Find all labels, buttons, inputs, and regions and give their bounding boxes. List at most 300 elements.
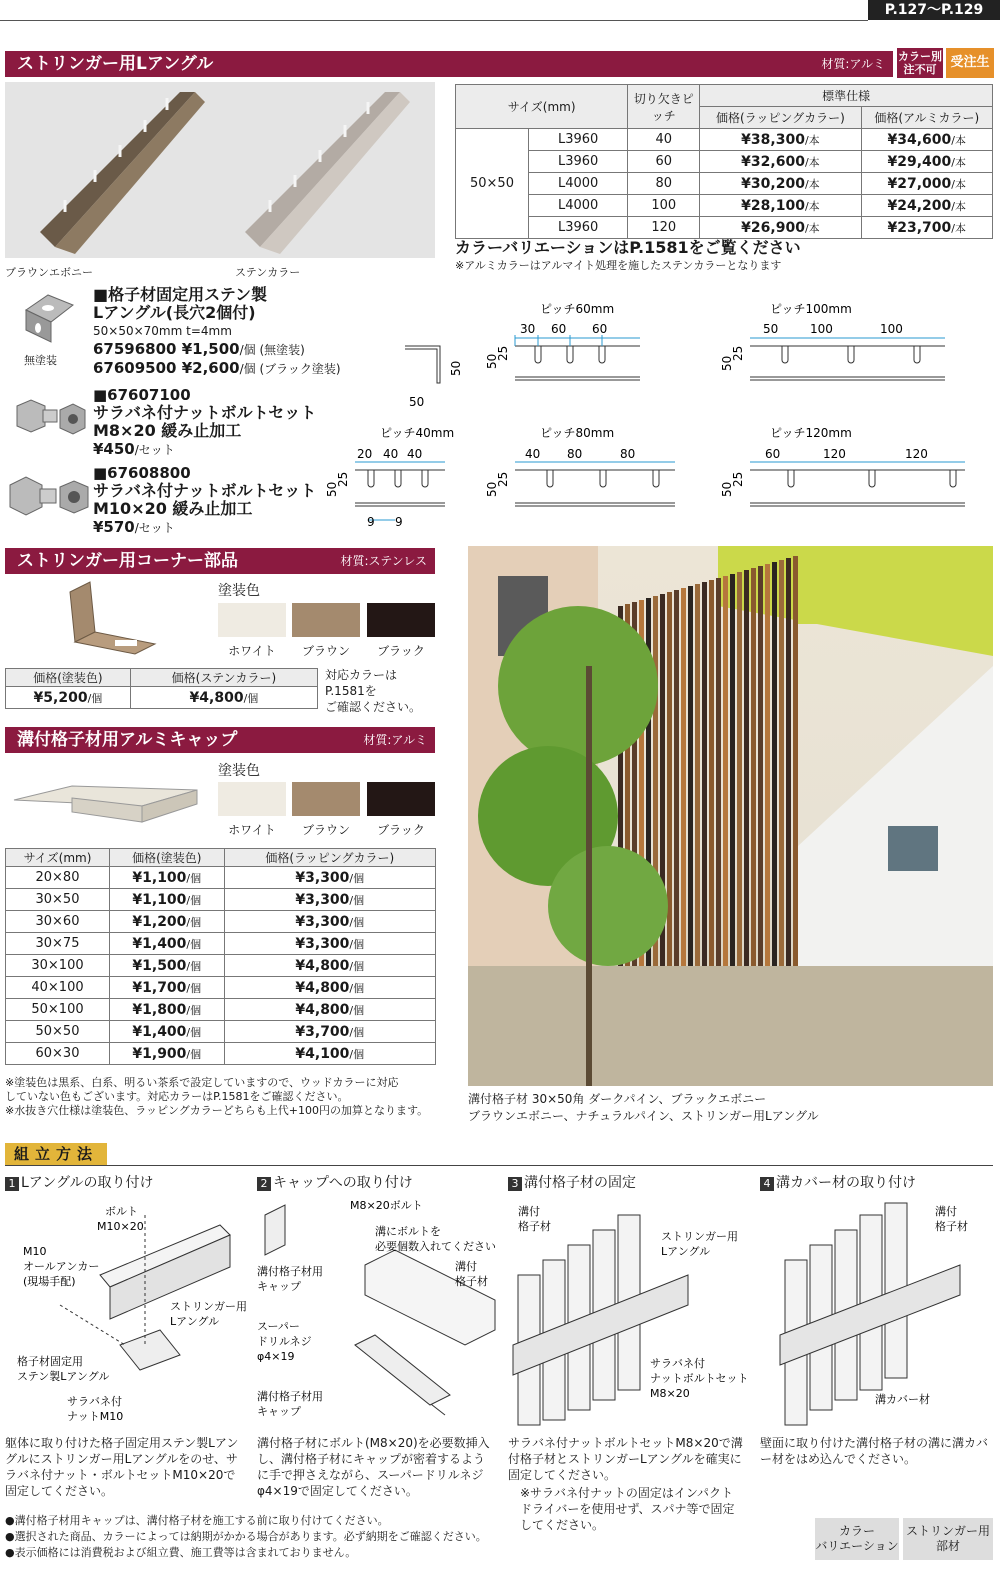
step-1-diagram <box>5 1195 250 1430</box>
length-cell: L3960 <box>529 129 628 151</box>
unit: /個 <box>87 691 103 705</box>
swatch-label-black: ブラック <box>377 644 425 658</box>
unit: /個 <box>186 959 202 973</box>
swatch-brown <box>292 603 360 637</box>
lattice-slat <box>758 566 763 1006</box>
length-cell: L4000 <box>529 195 628 217</box>
swatch-white <box>218 603 286 637</box>
length-cell: L3960 <box>529 151 628 173</box>
photo-caption <box>468 1091 819 1125</box>
table-row <box>6 999 436 1021</box>
length-cell: L3960 <box>529 217 628 239</box>
bolt-m10-icon <box>8 475 90 521</box>
pitch-100-title: ピッチ100mm <box>770 302 852 316</box>
unit: /個 <box>186 871 202 885</box>
pitch-100-d1: 50 <box>763 322 779 336</box>
cap-price-table <box>5 848 436 1065</box>
badge-color-custom: カラー別注不可 <box>898 50 942 76</box>
pitch-100-d2: 100 <box>810 322 833 336</box>
dim-50: 50 <box>485 353 499 369</box>
assembly-title: 組立方法 <box>5 1143 107 1165</box>
lattice-slat <box>695 584 700 1015</box>
price-alu: ¥27,000 <box>887 175 952 192</box>
lattice-slat <box>660 594 665 1020</box>
label-cap-top: 溝付格子材用 <box>257 1265 323 1278</box>
material-label: 材質:アルミ <box>821 57 885 71</box>
lattice-slat <box>765 564 770 1005</box>
col-paint: 価格(塗装色) <box>6 669 131 687</box>
step-4-desc: 壁面に取り付けた溝付格子材の溝に溝カバー材をはめ込んでください。 <box>760 1436 989 1466</box>
unit: /個 <box>186 981 202 995</box>
unit: /本 <box>951 199 966 213</box>
price-unit2: /個 (ブラック塗装) <box>239 362 341 376</box>
lattice-slat <box>793 556 798 1001</box>
table-row <box>6 867 436 889</box>
step-1-title <box>5 1172 154 1192</box>
size-cell: 40×100 <box>6 977 110 999</box>
lattice-slat <box>779 560 784 1003</box>
label-super: スーパー <box>257 1320 300 1333</box>
pitch-120-d3: 120 <box>905 447 928 461</box>
alu-color-note: ※アルミカラーはアルマイト処理を施したステンカラーとなります <box>455 259 782 272</box>
product-bracket <box>93 286 341 378</box>
product-title2: Lアングル(長穴2個付) <box>93 303 256 322</box>
label-slotted: 溝付 <box>935 1205 957 1218</box>
label-lattice: 格子材 <box>518 1220 551 1233</box>
label-site: (現場手配) <box>23 1275 76 1288</box>
page-reference: P.127〜P.129 <box>868 0 1000 20</box>
price-paint: ¥1,800 <box>132 1001 187 1018</box>
nav-label: カラー <box>838 1524 875 1538</box>
swatch-label-black: ブラック <box>377 823 425 837</box>
size-cell: 60×30 <box>6 1043 110 1065</box>
length-cell: L4000 <box>529 173 628 195</box>
dim-50-bottom: 50 <box>409 395 425 409</box>
swatch-label-brown: ブラウン <box>301 644 350 658</box>
step-3-title <box>508 1172 636 1192</box>
label-m10x20: M10×20 <box>97 1220 144 1233</box>
table-row <box>456 129 993 151</box>
unit: /本 <box>804 199 820 213</box>
price-paint: ¥1,400 <box>132 1023 187 1040</box>
pitch-cell: 40 <box>628 129 700 151</box>
label-anchor: オールアンカー <box>23 1260 100 1273</box>
product-name2: M10×20 緩み止加工 <box>93 499 253 518</box>
material-label: 材質:ステンレス <box>340 554 427 568</box>
lattice-slat <box>681 588 686 1017</box>
unit: /本 <box>951 155 966 169</box>
material-label: 材質:アルミ <box>363 733 427 747</box>
label-fix-angle: 格子材固定用 <box>17 1355 83 1368</box>
product-bolt-m8 <box>93 386 316 459</box>
pitch-cell: 60 <box>628 151 700 173</box>
product-code: ■67608800 <box>93 464 191 482</box>
assembly-rule <box>5 1165 993 1166</box>
section-title: 溝付格子材用アルミキャップ <box>17 730 238 750</box>
step-2-title <box>257 1172 413 1192</box>
pitch-60-d1: 30 <box>520 322 536 336</box>
unit: /個 <box>349 1047 365 1061</box>
step-text: キャップへの取り付け <box>273 1175 413 1191</box>
product-unit: /セット <box>134 521 175 535</box>
nav-label: バリエーション <box>815 1539 899 1553</box>
step-3-note: ※サラバネ付ナットの固定はインパクトドライバーを使用せず、スパナ等で固定してください。 <box>520 1486 735 1532</box>
step-4-diagram <box>760 1195 995 1430</box>
lattice-slat <box>744 570 749 1008</box>
lattice-slat <box>737 572 742 1009</box>
pitch-80-d1: 40 <box>525 447 541 461</box>
note-line: P.1581を <box>325 684 377 698</box>
price-wrap: ¥4,100 <box>295 1045 350 1062</box>
price-wrap: ¥3,300 <box>295 891 350 908</box>
label-spring: サラバネ付 <box>650 1357 705 1370</box>
price-wrap: ¥38,300 <box>741 131 805 148</box>
dim-50: 50 <box>720 481 734 497</box>
unit: /本 <box>951 221 966 235</box>
price-stain: ¥4,800 <box>189 689 244 706</box>
label-cap-bottom2: キャップ <box>257 1405 301 1418</box>
top-rule <box>0 20 868 21</box>
unit: /個 <box>349 915 365 929</box>
table-row <box>6 911 436 933</box>
step-1-desc: 躯体に取り付けた格子固定用ステン製Lアングルにストリンガー用Lアングルをのせ、サラバネ付ナット・ボルトセットM10×20で固定してください。 <box>5 1436 239 1498</box>
product-price: ¥450 <box>93 440 135 458</box>
paint-color-label: 塗装色 <box>218 763 260 779</box>
unit: /本 <box>804 221 820 235</box>
price-wrap: ¥26,900 <box>741 219 805 236</box>
dim-25: 25 <box>496 471 510 487</box>
step-2-diagram <box>255 1195 500 1430</box>
price-wrap: ¥3,300 <box>295 869 350 886</box>
note-line: ※塗装色は黒系、白系、明るい茶系で設定していますので、ウッドカラーに対応 <box>5 1076 399 1089</box>
pitch-60-d3: 60 <box>592 322 608 336</box>
label-drill-screw: ドリルネジ <box>257 1335 312 1348</box>
label-brown-ebony: ブラウンエボニー <box>5 266 93 279</box>
lattice-slat <box>786 558 791 1002</box>
price-paint: ¥1,100 <box>132 869 187 886</box>
price-wrap: ¥3,300 <box>295 935 350 952</box>
product-title: ■格子材固定用ステン製 <box>93 285 267 304</box>
unit: /本 <box>804 133 820 147</box>
price-paint: ¥1,700 <box>132 979 187 996</box>
note-line: していない色もございます。対応カラーはP.1581をご確認ください。 <box>5 1090 349 1103</box>
col-price-wrap: 価格(ラッピングカラー) <box>700 107 861 129</box>
unit: /個 <box>349 959 365 973</box>
footnote: ●溝付格子材用キャップは、溝付格子材を施工する前に取り付けてください。 <box>5 1514 389 1527</box>
dim-50: 50 <box>720 355 734 371</box>
price-wrap: ¥4,800 <box>295 957 350 974</box>
price-paint: ¥1,400 <box>132 935 187 952</box>
label-unpainted: 無塗装 <box>24 354 57 367</box>
section-header-corner <box>5 548 435 574</box>
corner-part-icon <box>60 582 160 660</box>
price-wrap: ¥32,600 <box>741 153 805 170</box>
lattice-slat <box>716 578 721 1012</box>
lattice-slat <box>709 580 714 1013</box>
pitch-80-d2: 80 <box>567 447 583 461</box>
size-cell: 50×50 <box>6 1021 110 1043</box>
installation-illustration <box>468 546 993 1086</box>
step-text: 溝付格子材の固定 <box>524 1175 636 1191</box>
nav-label: 部材 <box>935 1539 960 1553</box>
unit: /個 <box>186 1003 202 1017</box>
table-row <box>6 933 436 955</box>
lattice-slat <box>723 576 728 1011</box>
price-paint: ¥1,500 <box>132 957 187 974</box>
paint-color-label: 塗装色 <box>218 583 260 599</box>
lattice-slat <box>674 590 679 1018</box>
pitch-cell: 100 <box>628 195 700 217</box>
pitch-40-slot2: 9 <box>395 515 403 529</box>
product-price: ¥570 <box>93 518 135 536</box>
step-3-desc: サラバネ付ナットボルトセットM8×20で溝付格子材とストリンガーLアングルを確実に固定してください。 <box>508 1436 743 1482</box>
stainless-bracket-icon <box>18 290 80 346</box>
swatch-black <box>367 603 435 637</box>
step-4-title <box>760 1172 916 1192</box>
price-paint: ¥1,100 <box>132 891 187 908</box>
price-paint: ¥1,200 <box>132 913 187 930</box>
footnote: ●選択された商品、カラーによっては納期がかかる場合があります。必ず納期をご確認ください。 <box>5 1530 487 1543</box>
price-code2: 67609500 ¥2,600 <box>93 359 240 377</box>
table-row <box>6 955 436 977</box>
price-wrap: ¥28,100 <box>741 197 805 214</box>
label-groove-cover: 溝カバー材 <box>875 1393 930 1406</box>
pitch-diagrams <box>325 298 1000 538</box>
size-cell: 30×50 <box>6 889 110 911</box>
unit: /個 <box>186 937 202 951</box>
price-wrap: ¥4,800 <box>295 979 350 996</box>
label-insert-bolt: 溝にボルトを <box>375 1225 441 1238</box>
note-line: 対応カラーは <box>325 668 398 682</box>
col-wrap: 価格(ラッピングカラー) <box>224 849 435 867</box>
nav-stringer-parts[interactable] <box>903 1518 993 1560</box>
unit: /個 <box>349 937 365 951</box>
l-angle-illustration <box>5 82 435 258</box>
label-stain-angle: ステン製Lアングル <box>17 1370 110 1383</box>
caption-line: 溝付格子材 30×50角 ダークパイン、ブラックエボニー <box>468 1092 767 1106</box>
unit: /個 <box>186 1025 202 1039</box>
table-row <box>6 1043 436 1065</box>
swatch-white <box>218 782 286 816</box>
size-cell: 50×50 <box>456 129 529 239</box>
price-unit1: /個 (無塗装) <box>239 343 305 357</box>
price-alu: ¥34,600 <box>887 131 952 148</box>
label-nut: ナットM10 <box>67 1410 124 1423</box>
nav-label: ストリンガー用 <box>905 1524 990 1538</box>
label-stringer: ストリンガー用 <box>170 1300 247 1313</box>
step-text: 溝カバー材の取り付け <box>776 1175 916 1191</box>
dim-25: 25 <box>496 345 510 361</box>
pitch-40-slot1: 9 <box>367 515 375 529</box>
unit: /本 <box>951 177 966 191</box>
label-nut-bolt: ナットボルトセット <box>650 1372 749 1385</box>
l-angle-photo <box>5 82 435 258</box>
product-name2: M8×20 緩み止加工 <box>93 421 242 440</box>
pitch-40-title: ピッチ40mm <box>380 426 455 440</box>
badge-made-to-order: 受注生 <box>946 48 994 78</box>
pitch-120-d2: 120 <box>823 447 846 461</box>
cap-part-icon <box>12 778 202 826</box>
label-m8-bolt: M8×20ボルト <box>350 1199 423 1212</box>
swatch-label-white: ホワイト <box>228 823 276 837</box>
pitch-80-title: ピッチ80mm <box>540 426 615 440</box>
unit: /本 <box>804 177 820 191</box>
table-row <box>456 195 993 217</box>
price-paint: ¥5,200 <box>33 689 88 706</box>
footnote: ●表示価格には消費税および組立費、施工費等は含まれておりません。 <box>5 1546 357 1559</box>
cap-notes <box>5 1076 445 1118</box>
product-spec: 50×50×70mm t=4mm <box>93 324 232 338</box>
unit: /本 <box>804 155 820 169</box>
label-m8: M8×20 <box>650 1387 690 1400</box>
l-angle-price-table <box>455 84 993 239</box>
col-price-alu: 価格(アルミカラー) <box>861 107 992 129</box>
col-size: サイズ(mm) <box>6 849 110 867</box>
corner-color-note <box>325 667 421 715</box>
product-name: サラバネ付ナットボルトセット <box>93 481 317 500</box>
label-insert-bolt2: 必要個数入れてください <box>375 1240 496 1253</box>
label-m10: M10 <box>23 1245 47 1258</box>
product-code: ■67607100 <box>93 386 191 404</box>
lattice-slat <box>667 592 672 1019</box>
lattice-slat <box>772 562 777 1004</box>
step-2-desc: 溝付格子材にボルト(M8×20)を必要数挿入し、溝付格子材にキャップが密着するように手で押さえながら、スーパードリルネジφ4×19で固定してください。 <box>257 1436 490 1498</box>
color-variation-note: カラーバリエーションはP.1581をご覧ください <box>455 238 801 257</box>
table-row <box>456 173 993 195</box>
section-header-l-angle <box>5 51 893 77</box>
unit: /個 <box>186 1047 202 1061</box>
table-row <box>6 889 436 911</box>
section-title: ストリンガー用コーナー部品 <box>17 551 238 571</box>
size-cell: 30×100 <box>6 955 110 977</box>
pitch-cell: 120 <box>628 217 700 239</box>
step-3-diagram <box>508 1195 753 1430</box>
lattice-slat <box>730 574 735 1010</box>
table-row <box>6 977 436 999</box>
unit: /個 <box>243 691 259 705</box>
installation-photo <box>468 546 993 1086</box>
label-stain-color: ステンカラー <box>235 266 301 279</box>
lattice-slat <box>653 596 658 1021</box>
pitch-60-d2: 60 <box>551 322 567 336</box>
label-cap-bottom: 溝付格子材用 <box>257 1390 323 1403</box>
dim-50: 50 <box>325 481 339 497</box>
product-unit: /セット <box>134 443 175 457</box>
col-stain: 価格(ステンカラー) <box>130 669 317 687</box>
note-line: ※水抜き穴仕様は塗装色、ラッピングカラーどちらも上代+100円の加算となります。 <box>5 1104 429 1117</box>
l-section-drawing <box>400 346 440 388</box>
price-alu: ¥23,700 <box>887 219 952 236</box>
col-standard: 標準仕様 <box>700 85 993 107</box>
step-number: 3 <box>508 1177 522 1191</box>
nav-color-variation[interactable] <box>815 1518 899 1560</box>
size-cell: 30×75 <box>6 933 110 955</box>
footnotes <box>5 1513 487 1561</box>
label-slotted: 溝付 <box>455 1260 477 1273</box>
section-title: ストリンガー用Lアングル <box>17 54 214 74</box>
pitch-40-d1: 20 <box>357 447 373 461</box>
pitch-cell: 80 <box>628 173 700 195</box>
label-phi: φ4×19 <box>257 1350 295 1363</box>
price-alu: ¥29,400 <box>887 153 952 170</box>
unit: /個 <box>349 1003 365 1017</box>
unit: /個 <box>349 1025 365 1039</box>
price-wrap: ¥3,700 <box>295 1023 350 1040</box>
table-row <box>456 151 993 173</box>
price-paint: ¥1,900 <box>132 1045 187 1062</box>
price-wrap: ¥30,200 <box>741 175 805 192</box>
dim-25: 25 <box>336 471 350 487</box>
unit: /個 <box>186 915 202 929</box>
lattice-slat <box>751 568 756 1007</box>
price-alu: ¥24,200 <box>887 197 952 214</box>
pitch-40-d3: 40 <box>407 447 423 461</box>
pitch-100-d3: 100 <box>880 322 903 336</box>
swatch-label-white: ホワイト <box>228 644 276 658</box>
label-cap-top2: キャップ <box>257 1280 301 1293</box>
pitch-60-title: ピッチ60mm <box>540 302 615 316</box>
dim-25: 25 <box>731 345 745 361</box>
size-cell: 20×80 <box>6 867 110 889</box>
label-slotted: 溝付 <box>518 1205 540 1218</box>
pitch-80-d3: 80 <box>620 447 636 461</box>
col-size: サイズ(mm) <box>456 85 628 129</box>
size-cell: 50×100 <box>6 999 110 1021</box>
swatch-black <box>367 782 435 816</box>
pitch-40-d2: 40 <box>383 447 399 461</box>
label-stringer: ストリンガー用 <box>661 1230 738 1243</box>
product-bolt-m10 <box>93 464 316 537</box>
unit: /本 <box>951 133 966 147</box>
label-l-angle: Lアングル <box>661 1245 711 1258</box>
step-number: 1 <box>5 1177 19 1191</box>
table-row <box>6 1021 436 1043</box>
lattice-slat <box>702 582 707 1014</box>
label-lattice: 格子材 <box>455 1275 488 1288</box>
unit: /個 <box>349 893 365 907</box>
price-wrap: ¥4,800 <box>295 1001 350 1018</box>
col-pitch: 切り欠きピッチ <box>628 85 700 129</box>
label-spring: サラバネ付 <box>67 1395 122 1408</box>
swatch-label-brown: ブラウン <box>301 823 350 837</box>
unit: /個 <box>349 981 365 995</box>
unit: /個 <box>186 893 202 907</box>
swatch-brown <box>292 782 360 816</box>
lattice-slat <box>688 586 693 1016</box>
dim-50: 50 <box>485 481 499 497</box>
price-wrap: ¥3,300 <box>295 913 350 930</box>
label-lattice: 格子材 <box>935 1220 968 1233</box>
price-code1: 67596800 ¥1,500 <box>93 340 240 358</box>
bolt-m8-icon <box>15 398 87 438</box>
step-text: Lアングルの取り付け <box>21 1175 154 1191</box>
dim-25: 25 <box>731 471 745 487</box>
product-name: サラバネ付ナットボルトセット <box>93 403 317 422</box>
pitch-120-title: ピッチ120mm <box>770 426 852 440</box>
caption-line: ブラウンエボニー、ナチュラルパイン、ストリンガー用Lアングル <box>468 1109 819 1123</box>
size-cell: 30×60 <box>6 911 110 933</box>
note-line: ご確認ください。 <box>325 700 422 714</box>
col-paint: 価格(塗装色) <box>110 849 225 867</box>
section-header-cap <box>5 727 435 753</box>
step-number: 2 <box>257 1177 271 1191</box>
step-number: 4 <box>760 1177 774 1191</box>
pitch-120-d1: 60 <box>765 447 781 461</box>
unit: /個 <box>349 871 365 885</box>
dim-50-side: 50 <box>449 360 463 376</box>
label-bolt: ボルト <box>105 1205 138 1218</box>
label-l-angle: Lアングル <box>170 1315 220 1328</box>
